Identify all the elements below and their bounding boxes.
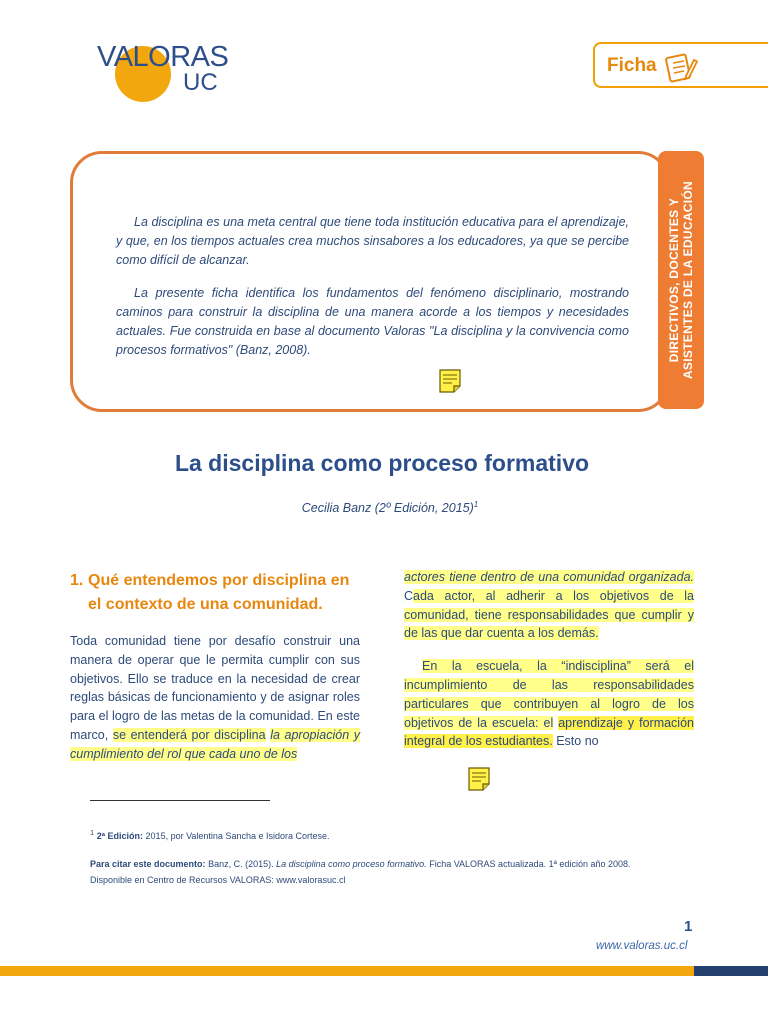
right-trailing-text: Esto no xyxy=(556,734,599,749)
intro-paragraph-1: La disciplina es una meta central que tiene toda institución educativa para el aprendizaje, y que, en los tiempos actuales crea muchos sinsabores a los educadores, ya que se percibe como difícil de alcanzar. xyxy=(116,215,629,267)
footnote-divider xyxy=(90,800,270,801)
footnote-1 xyxy=(90,828,330,841)
ficha-label: Ficha xyxy=(607,55,657,76)
section-heading-line-1: Qué entendemos por disciplina en xyxy=(88,572,350,589)
intro-paragraph-2: La presente ficha identifica los fundamentos del fenómeno disciplinario, mostrando caminos para construir la disciplina de una manera acorde a los tiempos y necesidades actuales. Fue construida en base al documento Valoras "La disciplina y la convivencia como procesos formativos" (Banz, 2008). xyxy=(116,286,629,357)
highlight-indiscipline: En la escuela, la “indisciplina” será el incumplimiento de las responsabilidades particulares que contribuyen al logro de los objetivos de la escuela: el xyxy=(404,659,694,730)
section-heading xyxy=(70,569,370,617)
citation-author: Banz, C. (2015). xyxy=(208,859,274,869)
author-text: Cecilia Banz (2º Edición, 2015) xyxy=(301,501,474,516)
highlight-responsibilities: ada actor, al adherir a los objetivos de la comunidad, tiene responsabilidades que cumplir y de las que dar cuenta a los demás. xyxy=(404,588,694,641)
section-number: 1. xyxy=(70,572,84,589)
document-title: La disciplina como proceso formativo xyxy=(174,450,590,476)
highlight-organized: actores tiene dentro de una comunidad organizada. xyxy=(404,570,694,584)
citation-availability: Disponible en Centro de Recursos VALORAS: www.valorasuc.cl xyxy=(90,875,346,885)
right-column xyxy=(404,568,694,751)
audience-line-2: ASISTENTES DE LA EDUCACIÓN xyxy=(681,180,695,380)
svg-text:VALORAS: VALORAS xyxy=(97,41,229,73)
author-line xyxy=(0,500,768,515)
page-number: 1 xyxy=(684,918,693,935)
citation-block xyxy=(90,856,710,888)
footer-url-link[interactable]: www.valoras.uc.cl xyxy=(596,940,688,952)
left-column xyxy=(70,632,360,764)
footnote-ref[interactable]: 1 xyxy=(473,500,479,509)
footer-bar-navy xyxy=(694,966,768,976)
citation-title: La disciplina como proceso formativo. xyxy=(276,859,427,869)
section-heading-line-2: el contexto de una comunidad. xyxy=(88,596,323,613)
highlight-learning: aprendizaje y formación integral de los estudiantes. xyxy=(404,715,694,749)
footnote-label: 2ª Edición: xyxy=(96,831,144,841)
footer-bar-gold xyxy=(0,966,694,976)
footnote-text: 2015, por Valentina Sancha e Isidora Cortese. xyxy=(145,831,330,841)
intro-text xyxy=(116,213,629,374)
highlight-definition: se entenderá por disciplina xyxy=(112,727,266,742)
citation-label: Para citar este documento: xyxy=(90,859,206,869)
sticky-note-icon[interactable] xyxy=(439,369,461,398)
document-pencil-icon xyxy=(664,48,698,89)
valoras-uc-logo xyxy=(95,38,245,104)
left-paragraph: Toda comunidad tiene por desafío construir una manera de operar que le permita cumplir con sus objetivos. Ello se traduce en la necesidad de crear reglas básicas de funcionamiento y de asignar roles para el logro de las metas de la comunidad. En este marco, xyxy=(70,634,360,742)
sticky-note-icon[interactable] xyxy=(468,767,490,796)
citation-edition: Ficha VALORAS actualizada. 1ª edición año 2008. xyxy=(429,859,631,869)
audience-tab xyxy=(658,151,704,409)
right-cap-letter: C xyxy=(404,588,414,603)
footnote-marker: 1 xyxy=(90,828,95,837)
highlight-definition-italic: la apropiación y cumplimiento del rol que cada uno de los xyxy=(70,727,361,761)
audience-line-1: DIRECTIVOS, DOCENTES Y xyxy=(667,197,681,363)
svg-text:UC: UC xyxy=(183,69,218,96)
